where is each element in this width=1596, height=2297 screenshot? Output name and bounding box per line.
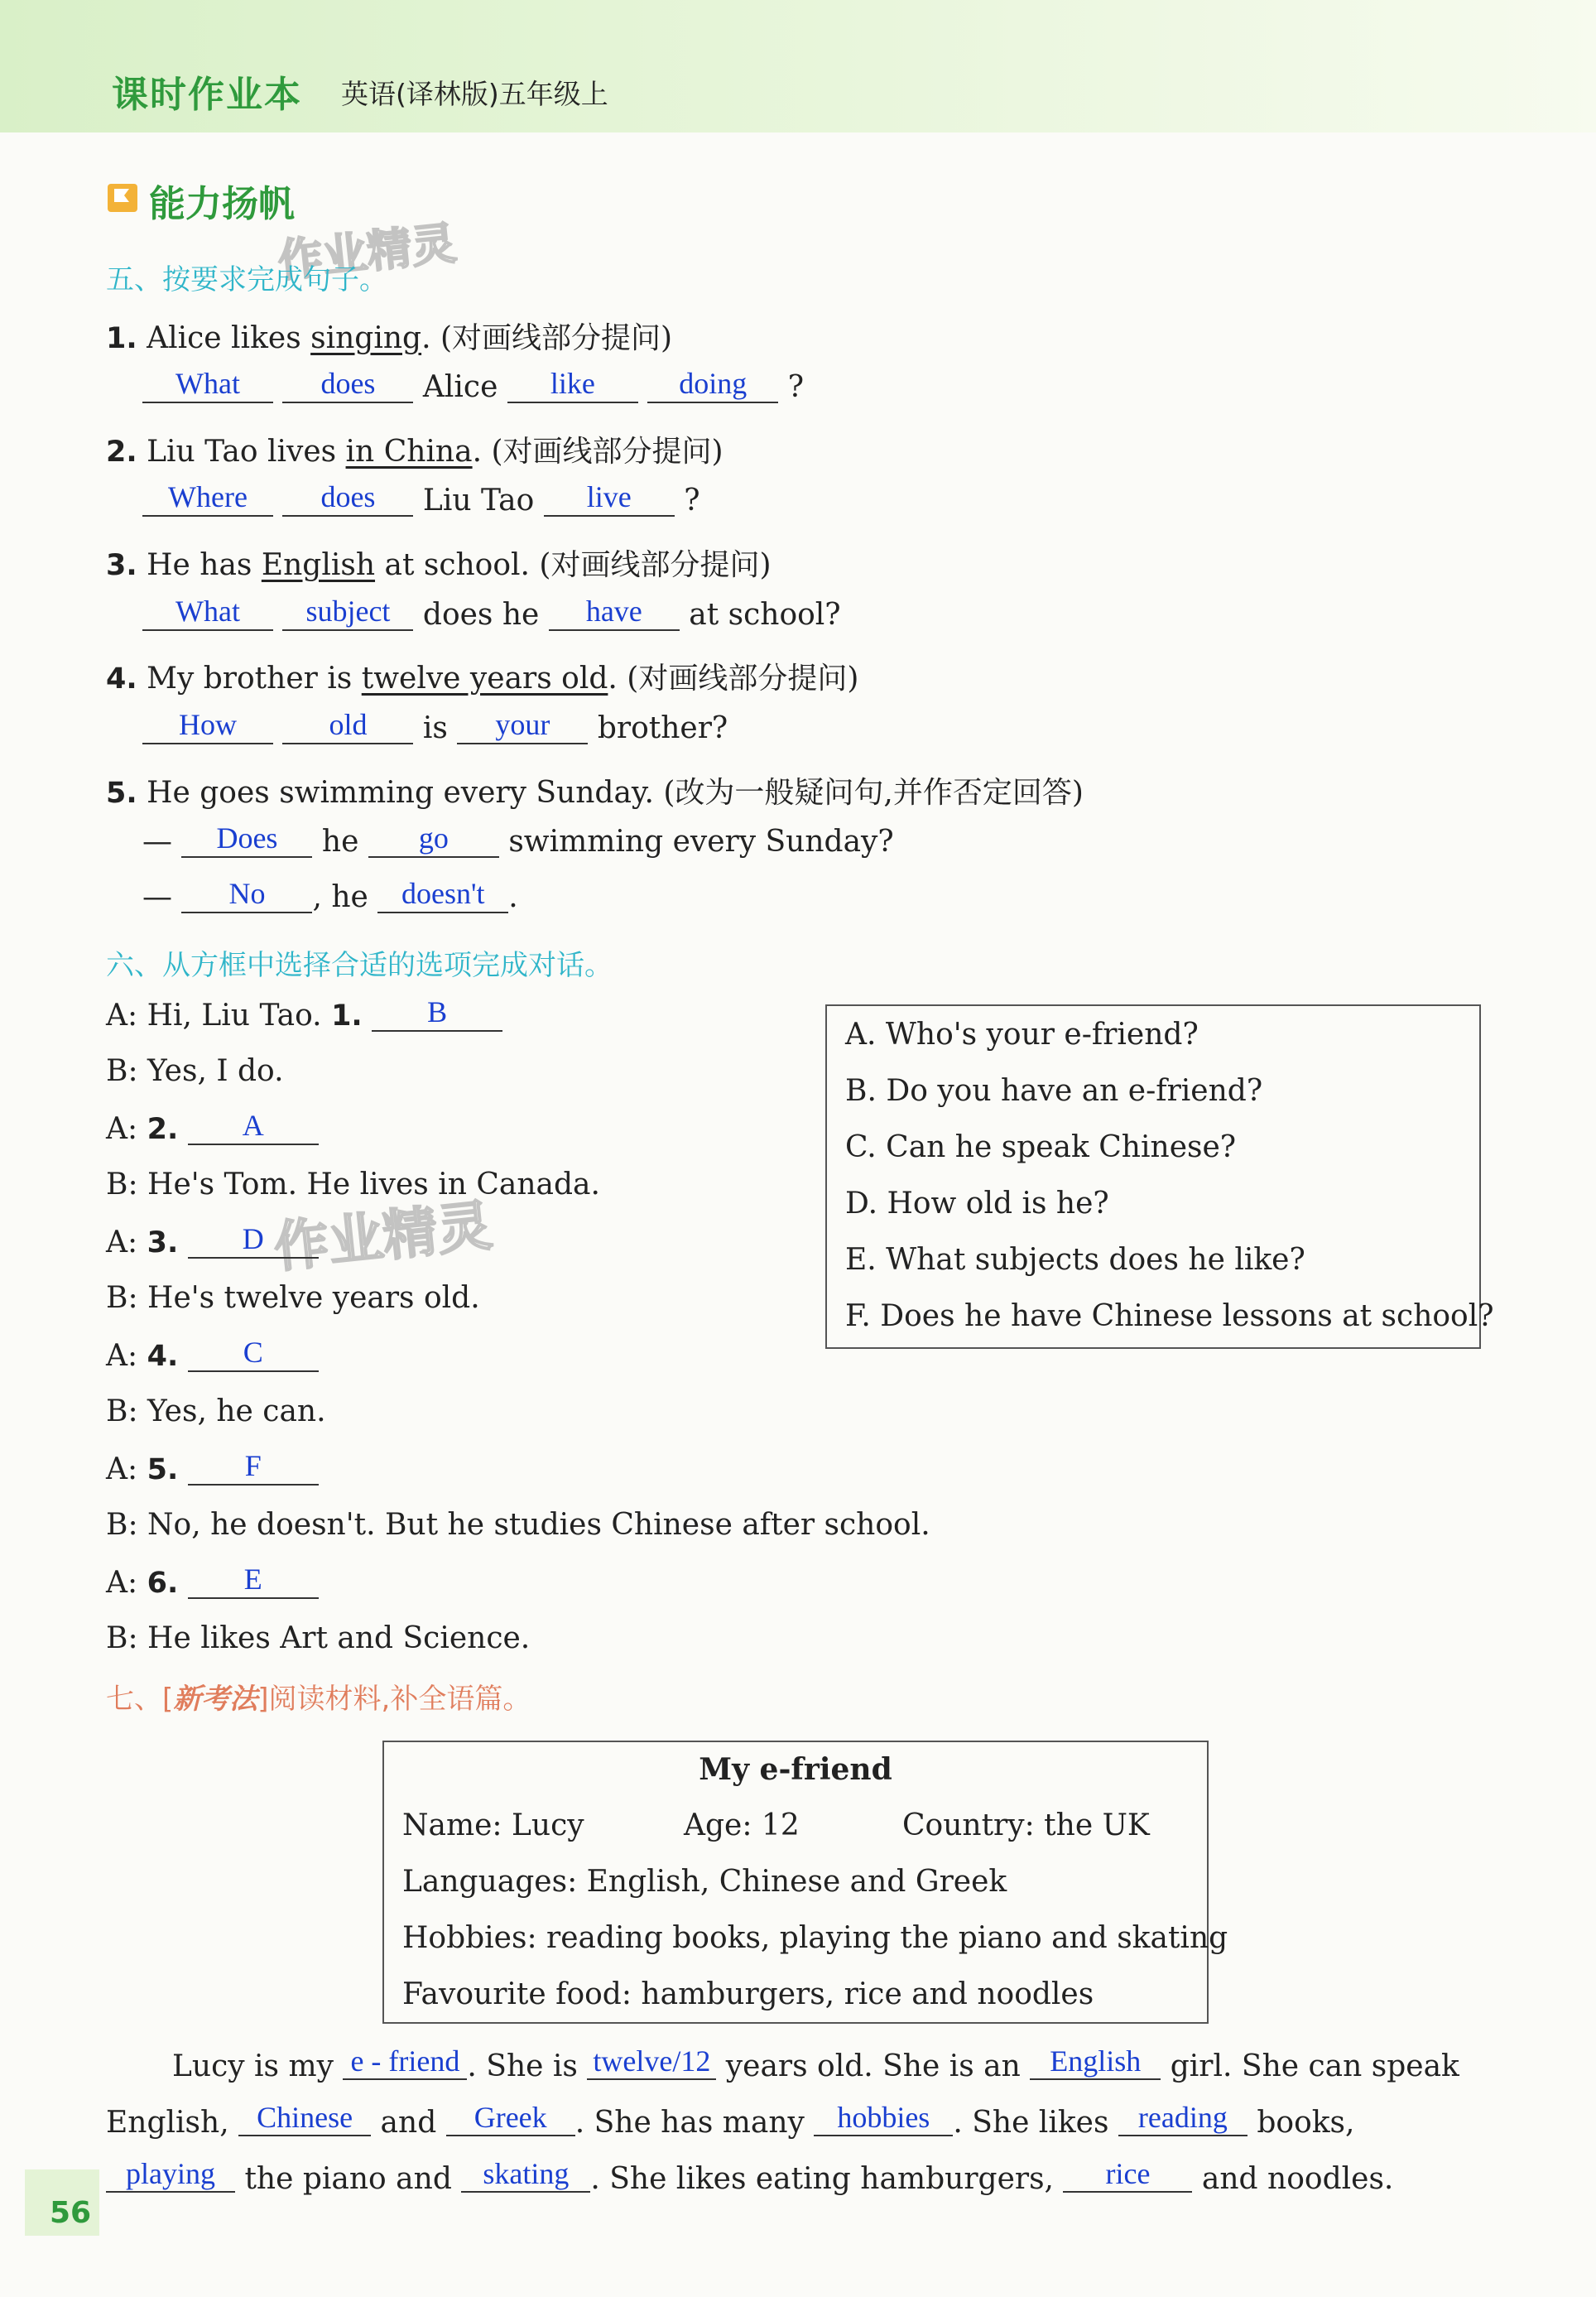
- answer-text: Alice: [422, 370, 498, 404]
- question-number: 5.: [147, 1453, 179, 1486]
- question-2: [106, 428, 723, 470]
- passage-text: the piano and: [244, 2162, 452, 2196]
- info-languages: Languages: English, Chinese and Greek: [402, 1865, 1007, 1899]
- passage-text: books,: [1257, 2106, 1355, 2140]
- answer-blank[interactable]: F: [188, 1447, 319, 1486]
- question-3: [106, 542, 772, 584]
- question-number: 5.: [106, 777, 137, 810]
- passage-text: . She likes eating hamburgers,: [590, 2162, 1054, 2196]
- answer-blank[interactable]: old: [282, 706, 413, 744]
- answer-text: ?: [787, 370, 805, 404]
- dialogue-line: [106, 1564, 319, 1602]
- dialogue-text: Yes, he can.: [147, 1394, 326, 1428]
- answer-row-1: [142, 368, 804, 407]
- answer-row-5a: [142, 823, 894, 861]
- speaker-label: A:: [106, 1566, 138, 1600]
- answer-blank[interactable]: doesn't: [377, 875, 508, 913]
- book-subtitle: 英语(译林版)五年级上: [341, 78, 608, 110]
- question-number: 6.: [147, 1567, 179, 1600]
- question-number: 2.: [106, 436, 137, 469]
- answer-blank[interactable]: D: [188, 1221, 319, 1259]
- dialogue-line: [106, 1508, 930, 1542]
- answer-blank[interactable]: twelve/12: [587, 2044, 716, 2080]
- info-card: [382, 1741, 1228, 2024]
- passage-text: and: [380, 2106, 437, 2140]
- speaker-label: B:: [106, 1168, 138, 1201]
- answer-row-5b: [142, 879, 518, 917]
- answer-blank[interactable]: C: [188, 1334, 319, 1372]
- answer-blank[interactable]: B: [372, 994, 502, 1032]
- answer-blank[interactable]: go: [368, 820, 499, 858]
- option-a: A. Who's your e-friend?: [845, 1018, 1199, 1052]
- answer-blank[interactable]: No: [181, 875, 312, 913]
- dialogue-text: Hi, Liu Tao.: [147, 999, 322, 1033]
- question-1: [106, 315, 672, 357]
- answer-text: is: [422, 711, 448, 745]
- heading-text: 七、[: [106, 1683, 174, 1716]
- answer-blank[interactable]: rice: [1063, 2156, 1192, 2193]
- question-number: 1.: [106, 322, 137, 355]
- speaker-label: A:: [106, 1112, 138, 1146]
- new-method-tag: 新考法: [173, 1683, 258, 1716]
- speaker-label: A:: [106, 999, 138, 1033]
- dialogue-line: [106, 1224, 319, 1262]
- info-name: Name: Lucy: [402, 1808, 584, 1842]
- question-5: [106, 769, 1084, 811]
- question-text: He has: [147, 548, 262, 582]
- answer-blank[interactable]: hobbies: [814, 2100, 953, 2136]
- answer-text: at school?: [689, 598, 841, 632]
- answer-text: does he: [422, 598, 540, 632]
- answer-blank[interactable]: Greek: [446, 2100, 575, 2136]
- answer-blank[interactable]: does: [282, 479, 413, 517]
- speaker-label: A:: [106, 1226, 138, 1259]
- part-seven-heading: [106, 1676, 531, 1717]
- answer-blank[interactable]: What: [142, 593, 273, 631]
- answer-text: ?: [684, 484, 700, 518]
- dialogue-line: [106, 997, 502, 1035]
- question-number: 2.: [147, 1113, 179, 1146]
- question-instruction: . (对画线部分提问): [421, 321, 673, 355]
- question-number: 3.: [106, 549, 137, 582]
- answer-text: brother?: [597, 711, 728, 745]
- answer-blank[interactable]: subject: [282, 593, 413, 631]
- section-title: 能力扬帆: [149, 183, 295, 225]
- question-number: 3.: [147, 1226, 179, 1259]
- answer-text: he: [321, 825, 359, 859]
- option-d: D. How old is he?: [845, 1187, 1109, 1221]
- speaker-label: B:: [106, 1394, 138, 1428]
- underlined-phrase: singing: [310, 321, 422, 355]
- book-title: 课时作业本: [112, 74, 302, 116]
- dialogue-text: He's twelve years old.: [147, 1281, 480, 1315]
- passage-text: Lucy is my: [172, 2049, 334, 2083]
- question-number: 4.: [147, 1340, 179, 1373]
- question-text: Liu Tao lives: [147, 435, 346, 469]
- underlined-phrase: in China: [345, 435, 473, 469]
- dialogue-text: He likes Art and Science.: [147, 1621, 531, 1655]
- question-text: Alice likes: [147, 321, 311, 355]
- answer-blank[interactable]: How: [142, 706, 273, 744]
- dialogue-line: [106, 1394, 326, 1428]
- answer-blank[interactable]: reading: [1118, 2100, 1247, 2136]
- passage-text: girl. She can speak: [1170, 2049, 1459, 2083]
- answer-blank[interactable]: Does: [181, 820, 312, 858]
- page-number: 56: [50, 2196, 92, 2230]
- option-c: C. Can he speak Chinese?: [845, 1130, 1237, 1164]
- dialogue-line: [106, 1054, 284, 1088]
- answer-blank[interactable]: English: [1030, 2044, 1161, 2080]
- dialogue-line: [106, 1621, 530, 1655]
- answer-blank[interactable]: skating: [461, 2156, 590, 2193]
- part-five-heading: 五、按要求完成句子。: [106, 263, 387, 296]
- answer-blank[interactable]: like: [507, 365, 638, 403]
- dash: —: [142, 880, 172, 914]
- answer-text: .: [508, 880, 518, 914]
- answer-row-2: [142, 482, 700, 520]
- dialogue-line: [106, 1110, 319, 1148]
- answer-row-3: [142, 596, 841, 634]
- speaker-label: A:: [106, 1339, 138, 1373]
- question-instruction: at school. (对画线部分提问): [375, 548, 772, 582]
- answer-blank[interactable]: live: [544, 479, 675, 517]
- speaker-label: B:: [106, 1508, 138, 1542]
- passage-line-3: [106, 2151, 1480, 2208]
- speaker-label: A:: [106, 1452, 138, 1486]
- part-six-heading: 六、从方框中选择合适的选项完成对话。: [106, 949, 613, 982]
- info-card-title: My e-friend: [699, 1752, 892, 1787]
- dialogue-text: He's Tom. He lives in Canada.: [147, 1168, 600, 1201]
- dash: —: [142, 825, 172, 859]
- dialogue-line: [106, 1337, 319, 1375]
- info-food: Favourite food: hamburgers, rice and noodles: [402, 1977, 1094, 2011]
- passage-text: years old. She is an: [725, 2049, 1021, 2083]
- underlined-phrase: twelve years old: [361, 662, 608, 696]
- answer-row-4: [142, 710, 728, 748]
- question-4: [106, 655, 858, 697]
- passage-text: . She has many: [574, 2106, 805, 2140]
- option-f: F. Does he have Chinese lessons at school?: [845, 1299, 1494, 1333]
- dialogue-line: [106, 1451, 319, 1489]
- answer-blank[interactable]: A: [188, 1107, 319, 1145]
- answer-blank[interactable]: What: [142, 365, 273, 403]
- option-e: E. What subjects does he like?: [845, 1243, 1305, 1277]
- dialogue-line: [106, 1281, 480, 1315]
- watermark: 作业精灵: [271, 1193, 495, 1280]
- heading-text: ]阅读材料,补全语篇。: [257, 1683, 531, 1716]
- answer-blank[interactable]: Where: [142, 479, 273, 517]
- passage-line-2: [106, 2095, 1480, 2151]
- answer-blank[interactable]: Chinese: [238, 2100, 371, 2136]
- options-box: [825, 1004, 1494, 1349]
- question-instruction: . (对画线部分提问): [472, 435, 723, 469]
- passage-line-1: [106, 2039, 1480, 2095]
- question-text: He goes swimming every Sunday. (改为一般疑问句,并作否定回答): [147, 776, 1084, 810]
- watermark: 作业精灵: [275, 216, 459, 288]
- answer-blank[interactable]: does: [282, 365, 413, 403]
- passage-text: . She is: [467, 2049, 578, 2083]
- answer-text: swimming every Sunday?: [508, 825, 894, 859]
- answer-text: Liu Tao: [422, 484, 535, 518]
- speaker-label: B:: [106, 1281, 138, 1315]
- speaker-label: B:: [106, 1054, 138, 1088]
- passage-text: and noodles.: [1201, 2162, 1394, 2196]
- flag-icon: [106, 181, 141, 215]
- passage-text: . She likes: [953, 2106, 1109, 2140]
- dialogue-text: Yes, I do.: [147, 1054, 284, 1088]
- question-number: 1.: [331, 999, 363, 1033]
- answer-blank[interactable]: have: [549, 593, 680, 631]
- question-instruction: . (对画线部分提问): [608, 662, 859, 696]
- dialogue-line: [106, 1168, 600, 1201]
- info-age: Age: 12: [684, 1808, 800, 1842]
- dialogue-text: No, he doesn't. But he studies Chinese after school.: [147, 1508, 930, 1542]
- question-text: My brother is: [147, 662, 362, 696]
- answer-blank[interactable]: e - friend: [343, 2044, 467, 2080]
- answer-blank[interactable]: your: [457, 706, 588, 744]
- info-hobbies: Hobbies: reading books, playing the piano and skating: [402, 1921, 1228, 1955]
- answer-blank[interactable]: playing: [106, 2156, 235, 2193]
- underlined-phrase: English: [261, 548, 376, 582]
- question-number: 4.: [106, 662, 137, 696]
- answer-blank[interactable]: E: [188, 1561, 319, 1599]
- info-country: Country: the UK: [902, 1808, 1150, 1842]
- option-b: B. Do you have an e-friend?: [845, 1074, 1263, 1108]
- speaker-label: B:: [106, 1621, 138, 1655]
- answer-text: , he: [312, 880, 368, 914]
- passage-text: English,: [106, 2106, 229, 2140]
- answer-blank[interactable]: doing: [647, 365, 778, 403]
